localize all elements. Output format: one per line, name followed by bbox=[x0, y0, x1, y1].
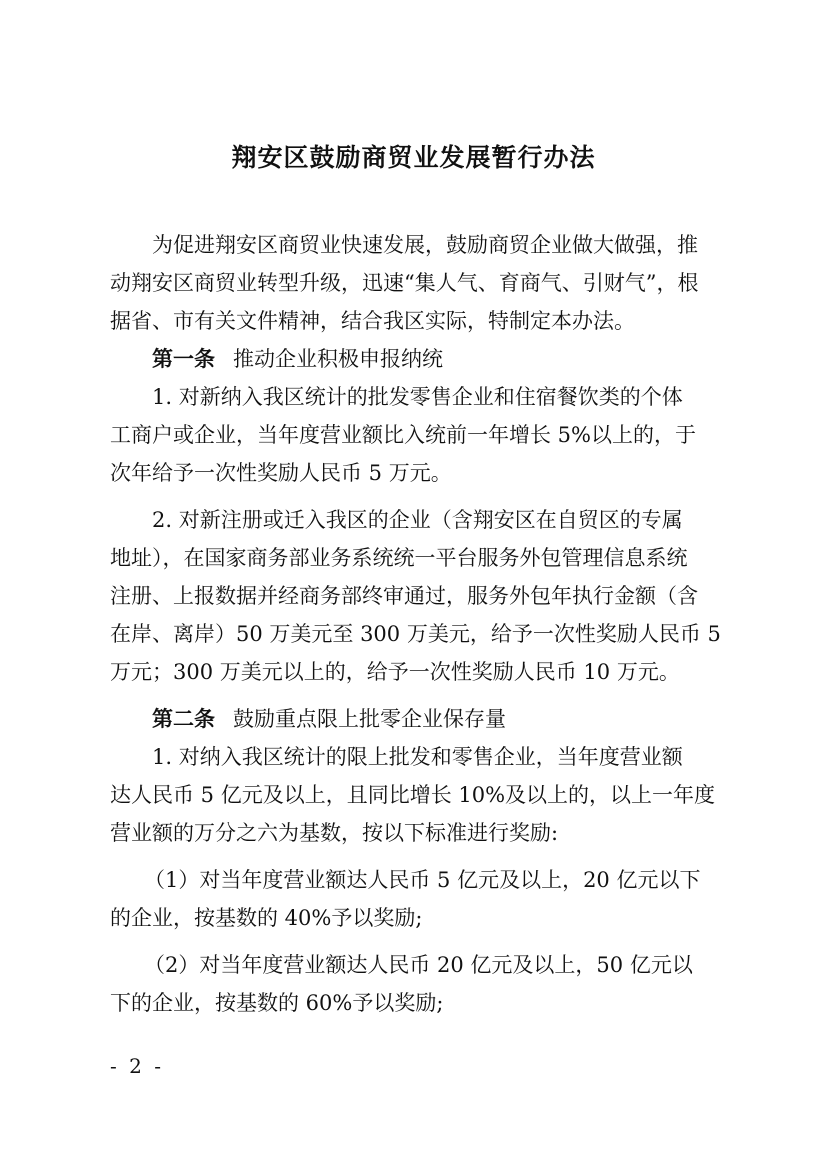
a1-item1-line-3: 次年给予一次性奖励人民币 5 万元。 bbox=[110, 461, 452, 485]
a1-item2-line-3: 注册、上报数据并经商务部终审通过，服务外包年执行金额（含 bbox=[110, 584, 698, 608]
paragraph-line bbox=[110, 738, 722, 776]
a1-item1-line-2: 工商户或企业，当年度营业额比入统前一年增长 5%以上的，于 bbox=[110, 423, 696, 447]
a2-sub1-line-2: 的企业，按基数的 40%予以奖励; bbox=[110, 906, 423, 930]
a1-item2-line-4: 在岸、离岸）50 万美元至 300 万美元，给予一次性奖励人民币 5 bbox=[110, 622, 721, 646]
paragraph-line bbox=[110, 302, 722, 340]
a2-item1-line-2: 达人民币 5 亿元及以上，且同比增长 10%及以上的，以上一年度 bbox=[110, 783, 716, 807]
paragraph-line bbox=[110, 861, 722, 899]
paragraph-line bbox=[110, 899, 722, 937]
a2-sub2-line-1: （2）对当年度营业额达人民币 20 亿元及以上，50 亿元以 bbox=[144, 953, 693, 977]
article-heading-text bbox=[152, 700, 506, 738]
a2-item1-line-1: 1. 对纳入我区统计的限上批发和零售企业，当年度营业额 bbox=[152, 745, 683, 769]
a2-sub2-line-2: 下的企业，按基数的 60%予以奖励; bbox=[110, 991, 444, 1015]
article-heading bbox=[110, 700, 722, 738]
paragraph-line bbox=[110, 378, 722, 416]
intro-line-1: 为促进翔安区商贸业快速发展，鼓励商贸企业做大做强，推 bbox=[152, 233, 698, 257]
a1-item2-line-1: 2. 对新注册或迁入我区的企业（含翔安区在自贸区的专属 bbox=[152, 508, 683, 532]
paragraph-line bbox=[110, 454, 722, 492]
spacer bbox=[110, 492, 722, 501]
a1-item2-line-2: 地址），在国家商务部业务系统统一平台服务外包管理信息系统 bbox=[110, 546, 688, 570]
article-heading-text bbox=[152, 340, 443, 378]
article2-label: 第二条 bbox=[152, 706, 215, 731]
paragraph-line bbox=[110, 814, 722, 852]
paragraph-line bbox=[110, 226, 722, 264]
page-number: - 2 - bbox=[110, 1054, 164, 1078]
article-heading bbox=[110, 340, 722, 378]
spacer bbox=[110, 937, 722, 946]
intro-line-3: 据省、市有关文件精神，结合我区实际，特制定本办法。 bbox=[110, 309, 635, 333]
paragraph-line bbox=[110, 416, 722, 454]
paragraph-line bbox=[110, 946, 722, 984]
document-body bbox=[110, 226, 722, 1022]
a1-item2-line-5: 万元；300 万美元以上的，给予一次性奖励人民币 10 万元。 bbox=[110, 660, 680, 684]
spacer bbox=[110, 691, 722, 700]
a2-sub1-line-1: （1）对当年度营业额达人民币 5 亿元及以上，20 亿元以下 bbox=[144, 868, 701, 892]
article2-heading: 鼓励重点限上批零企业保存量 bbox=[233, 707, 506, 731]
paragraph-line bbox=[110, 264, 722, 302]
paragraph-line bbox=[110, 984, 722, 1022]
a1-item1-line-1: 1. 对新纳入我区统计的批发零售企业和住宿餐饮类的个体 bbox=[152, 385, 683, 409]
paragraph-line bbox=[110, 539, 722, 577]
paragraph-line bbox=[110, 653, 722, 691]
intro-line-2: 动翔安区商贸业转型升级，迅速“集人气、育商气、引财气”，根 bbox=[110, 271, 699, 295]
spacer bbox=[110, 852, 722, 861]
document-title: 翔安区鼓励商贸业发展暂行办法 bbox=[231, 143, 596, 172]
article1-label: 第一条 bbox=[152, 346, 215, 371]
paragraph-line bbox=[110, 501, 722, 539]
article1-heading: 推动企业积极申报纳统 bbox=[233, 347, 443, 371]
a2-item1-line-3: 营业额的万分之六为基数，按以下标准进行奖励: bbox=[110, 821, 559, 845]
paragraph-line bbox=[110, 577, 722, 615]
paragraph-line bbox=[110, 776, 722, 814]
paragraph-line bbox=[110, 615, 722, 653]
